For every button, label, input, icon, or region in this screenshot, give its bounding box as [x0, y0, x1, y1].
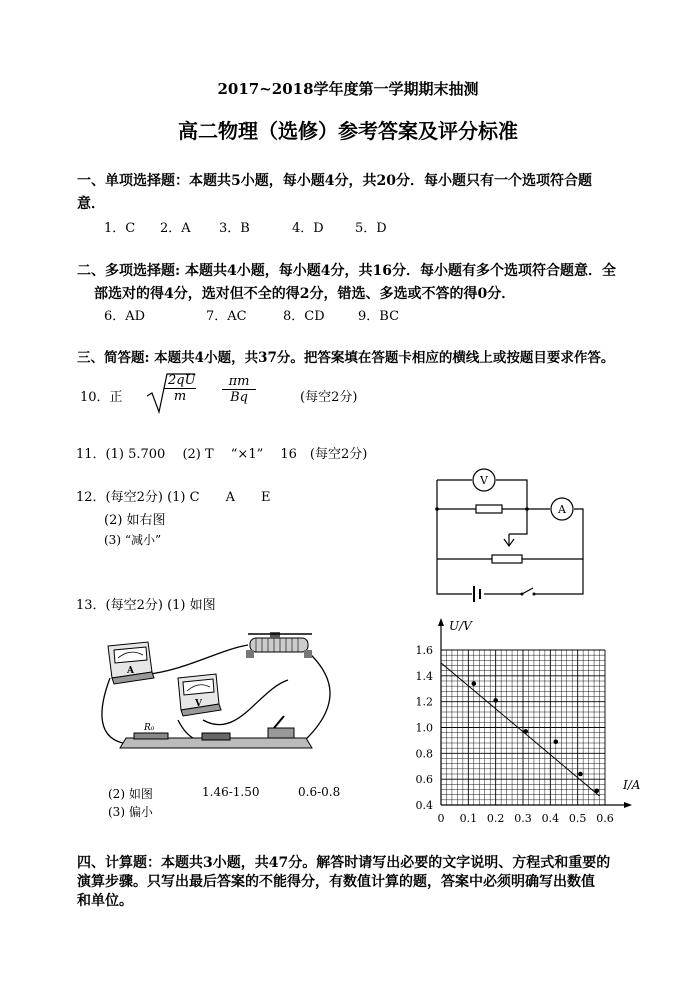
section2-heading-line1: 二、多项选择题: 本题共4小题，每小题4分，共16分．每小题有多个选项符合题意．全	[77, 263, 617, 279]
x-axis-label: I/A	[623, 778, 641, 792]
q13-line3: (3) 偏小	[108, 805, 153, 819]
resistor-r0-icon	[134, 733, 168, 739]
answer-9: 9．BC	[358, 309, 400, 324]
ammeter-device-label: A	[127, 666, 134, 676]
answer-8: 8．CD	[283, 309, 325, 324]
q13-line2-c: 0.6-0.8	[298, 785, 341, 799]
answer-3: 3．B	[219, 221, 250, 236]
battery-plate-short-icon	[479, 589, 481, 599]
data-point	[493, 698, 498, 703]
y-tick-label: 1.2	[415, 695, 433, 709]
rheostat-device	[246, 632, 312, 658]
y-tick-label: 1.4	[415, 669, 433, 683]
x-axis-arrow-icon	[624, 802, 632, 808]
q12-line3: (3) “减小”	[104, 533, 162, 547]
x-tick-label: 0.6	[596, 812, 614, 825]
q12-line2: (2) 如右图	[104, 513, 166, 528]
y-tick-label: 1.6	[415, 644, 433, 657]
y-tick-label: 0.6	[415, 773, 433, 787]
x-tick-label: 0.1	[459, 812, 478, 825]
answer-2: 2．A	[160, 221, 191, 236]
u-i-graph	[405, 612, 650, 834]
y-tick-label: 0.4	[415, 799, 433, 812]
q13-line2-a: (2) 如图	[108, 787, 153, 801]
q10-sqrt-numerator: 2qU	[164, 373, 196, 389]
x-tick-label: 0.2	[486, 812, 505, 825]
q10-frac-numerator: πm	[228, 374, 250, 389]
ammeter-symbol	[551, 498, 573, 520]
data-point	[554, 739, 559, 744]
q10-score: (每空2分)	[300, 390, 358, 405]
y-axis-label: U/V	[449, 619, 472, 633]
section4-heading-line1: 四、计算题：本题共3小题，共47分。解答时请写出必要的文字说明、方程式和重要的	[77, 855, 611, 871]
apparatus-drawing	[98, 630, 354, 772]
data-point	[595, 788, 600, 793]
x-tick-label: 0.5	[568, 812, 587, 825]
q12-line1: 12．(每空2分) (1) C A E	[76, 490, 271, 505]
section4-heading-line3: 和单位。	[77, 893, 133, 909]
q10-label: 10．正	[80, 390, 123, 405]
fixed-resistor-icon	[476, 505, 502, 513]
q10-sqrt-denominator: m	[173, 389, 187, 404]
fit-line	[441, 663, 600, 796]
y-axis-arrow-icon	[438, 618, 444, 626]
exam-title: 2017~2018学年度第一学期期末抽测	[217, 80, 479, 98]
x-tick-label: 0.3	[514, 812, 532, 825]
switch-icon	[268, 728, 294, 738]
section1-heading-line2: 意．	[77, 196, 105, 212]
q10-fraction	[222, 374, 256, 405]
data-point	[472, 681, 477, 686]
q13-line2-b: 1.46-1.50	[202, 785, 260, 799]
voltmeter-symbol-label: V	[480, 474, 488, 487]
section1-heading-line1: 一、单项选择题：本题共5小题，每小题4分，共20分．每小题只有一个选项符合题	[77, 173, 592, 189]
voltmeter-symbol	[473, 469, 495, 491]
data-point	[578, 772, 583, 777]
data-point	[523, 729, 528, 734]
q13-line1: 13．(每空2分) (1) 如图	[76, 598, 216, 613]
answer-6: 6．AD	[104, 309, 146, 324]
q11-text: 11．(1) 5.700 (2) T “×1” 16 (每空2分)	[76, 447, 368, 462]
x-tick-label: 0	[437, 812, 445, 825]
battery-plate-long-icon	[473, 586, 475, 602]
voltmeter-device-label: V	[195, 699, 202, 709]
answer-1: 1．C	[104, 221, 136, 236]
section3-heading: 三、简答题: 本题共4小题，共37分。把答案填在答题卡相应的横线上或按题目要求作答。	[77, 350, 615, 366]
answer-4: 4．D	[292, 221, 324, 236]
answer-7: 7．AC	[206, 309, 247, 324]
section4-heading-line2: 演算步骤。只写出最后答案的不能得分，有数值计算的题，答案中必须明确写出数值	[77, 874, 595, 890]
x-tick-label: 0.4	[541, 812, 560, 825]
answer-5: 5．D	[355, 221, 387, 236]
battery-holder-icon	[202, 733, 230, 740]
ammeter-device	[108, 642, 154, 684]
circuit-diagram	[432, 466, 592, 606]
answer-key-title: 高二物理（选修）参考答案及评分标准	[178, 119, 518, 143]
resistor-r0-label: R₀	[144, 723, 155, 733]
chart-marks	[441, 663, 600, 796]
chart-grid	[441, 650, 605, 805]
section2-heading-line2: 部选对的得4分，选对但不全的得2分，错选、多选或不答的得0分．	[94, 286, 516, 302]
y-tick-label: 1.0	[415, 721, 433, 735]
q10-frac-denominator: Bq	[222, 389, 256, 405]
ammeter-symbol-label: A	[558, 503, 566, 516]
q10-sqrt-fraction	[164, 373, 196, 404]
voltmeter-device	[178, 674, 221, 716]
chart-ticks	[416, 644, 614, 825]
y-tick-label: 0.8	[415, 747, 433, 761]
